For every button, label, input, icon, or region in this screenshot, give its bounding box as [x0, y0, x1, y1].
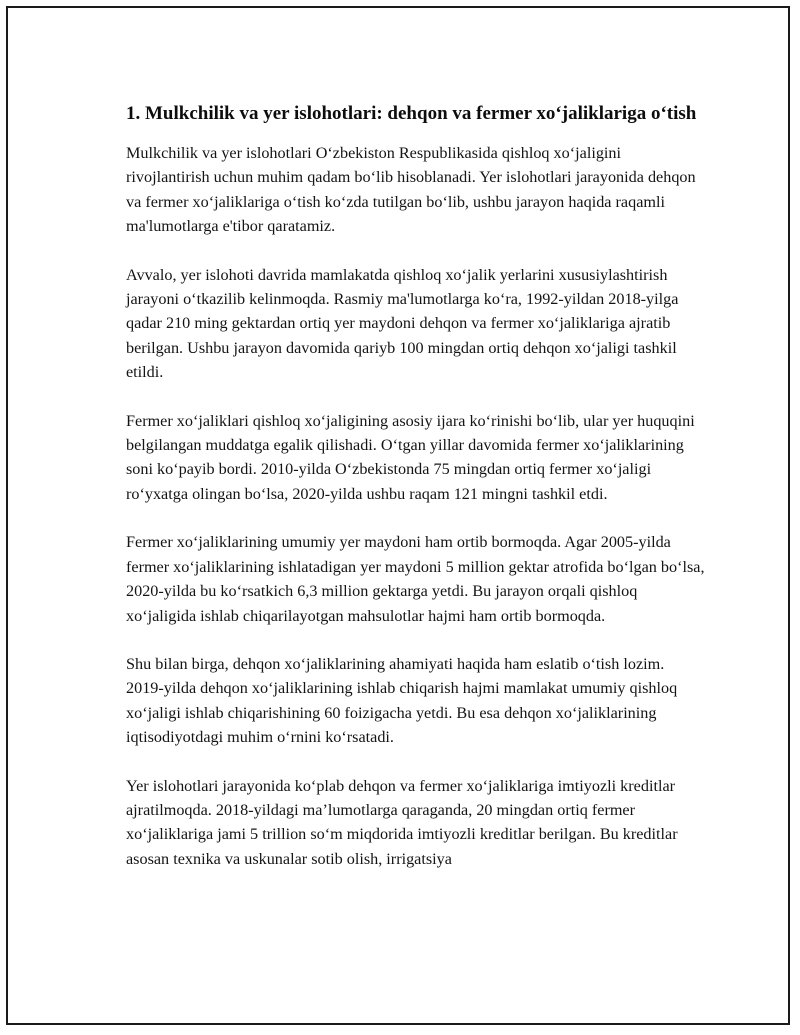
paragraph-1: Mulkchilik va yer islohotlari O‘zbekiston Respublikasida qishloq xo‘jaligini rivojlantirish uchun muhim qadam bo‘lib hisoblanadi. Yer islohotlari jarayonida dehqon va fermer xo‘jaliklariga o‘tish ko‘zda tutilgan bo‘lib, ushbu jarayon haqida raqamli ma'lumotlarga e'tibor qaratamiz.	[126, 144, 696, 236]
paragraph-6: Yer islohotlari jarayonida ko‘plab dehqon va fermer xo‘jaliklariga imtiyozli kreditlar ajratilmoqda. 2018-yildagi ma’lumotlarga qaraganda, 20 mingdan ortiq fermer xo‘jaliklariga jami 5 trillion so‘m miqdorida imtiyozli kreditlar berilgan. Bu kreditlar asosan texnika va uskunalar sotib olish, irrigatsiya	[126, 776, 678, 868]
paragraph-3: Fermer xo‘jaliklari qishloq xo‘jaligining asosiy ijara ko‘rinishi bo‘lib, ular yer huquqini belgilangan muddatga egalik qilishadi. O‘tgan yillar davomida fermer xo‘jaliklarining soni ko‘payib bordi. 2010-yilda O‘zbekistonda 75 mingdan ortiq fermer xo‘jaligi ro‘yxatga olingan bo‘lsa, 2020-yilda ushbu raqam 121 mingni tashkil etdi.	[126, 411, 695, 503]
paragraph-5: Shu bilan birga, dehqon xo‘jaliklarining ahamiyati haqida ham eslatib o‘tish lozim. 2019-yilda dehqon xo‘jaliklarining ishlab chiqarish hajmi mamlakat umumiy qishloq xo‘jaligi ishlab chiqarishining 60 foizigacha yetdi. Bu esa dehqon xo‘jaliklarining iqtisodiyotdagi muhim o‘rnini ko‘rsatadi.	[126, 654, 678, 747]
section-heading: 1. Mulkchilik va yer islohotlari: dehqon va fermer xo‘jaliklariga o‘tish	[126, 103, 697, 124]
document-body	[126, 100, 706, 895]
paragraph-2: Avvalo, yer islohoti davrida mamlakatda qishloq xo‘jalik yerlarini xususiylashtirish jarayoni o‘tkazilib kelinmoqda. Rasmiy ma'lumotlarga ko‘ra, 1992-yildan 2018-yilga qadar 210 ming gektardan ortiq yer maydoni dehqon va fermer xo‘jaliklariga ajratib berilgan. Ushbu jarayon davomida qariyb 100 mingdan ortiq dehqon xo‘jaligi tashkil etildi.	[126, 265, 679, 382]
page-frame	[6, 6, 790, 1025]
paragraph-4: Fermer xo‘jaliklarining umumiy yer maydoni ham ortib bormoqda. Agar 2005-yilda fermer xo‘jaliklarining ishlatadigan yer maydoni 5 million gektar atrofida bo‘lgan bo‘lsa, 2020-yilda bu ko‘rsatkich 6,3 million gektarga yetdi. Bu jarayon orqali qishloq xo‘jaligida ishlab chiqarilayotgan mahsulotlar hajmi ham ortib bormoqda.	[126, 533, 705, 625]
